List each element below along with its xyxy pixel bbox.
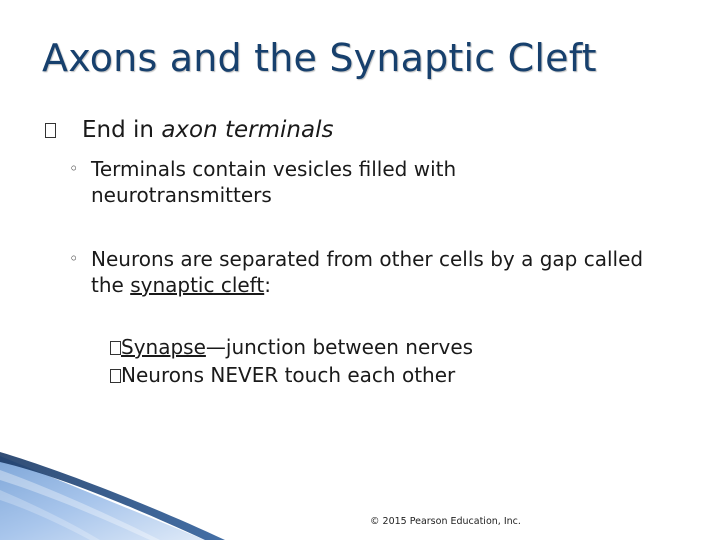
ring-bullet-icon: ◦: [69, 249, 79, 268]
synaptic-cleft-term: synaptic cleft: [130, 273, 265, 297]
synapse-term: Synapse: [121, 335, 206, 359]
sub-bullet-text: [69, 246, 659, 298]
missing-glyph-icon: [110, 369, 121, 383]
copyright-notice: © 2015 Pearson Education, Inc.: [370, 516, 521, 527]
item-text: Neurons NEVER touch each other: [121, 363, 456, 387]
sub-bullet-text: Terminals contain vesicles filled with neurotransmitters: [91, 157, 457, 207]
sub-bullet-vesicles: [69, 156, 519, 208]
missing-glyph-icon: [110, 341, 121, 355]
synapse-definition: —junction between nerves: [205, 335, 474, 359]
sub-bullet-prefix: Neurons are separated from other cells by a gap called the: [91, 247, 644, 297]
item-synapse: [110, 334, 473, 360]
axon-terminals-term: axon terminals: [161, 117, 334, 143]
square-bullet-icon: [45, 123, 56, 138]
bullet-prefix: End in: [82, 117, 162, 143]
bullet-axon-terminals: [45, 117, 333, 143]
ring-bullet-icon: ◦: [69, 159, 79, 178]
sub-bullet-synaptic-cleft: [69, 246, 659, 298]
slide-title: Axons and the Synaptic Cleft: [42, 36, 597, 80]
sub-bullet-suffix: :: [264, 273, 271, 297]
item-neurons-never-touch: [110, 362, 455, 388]
